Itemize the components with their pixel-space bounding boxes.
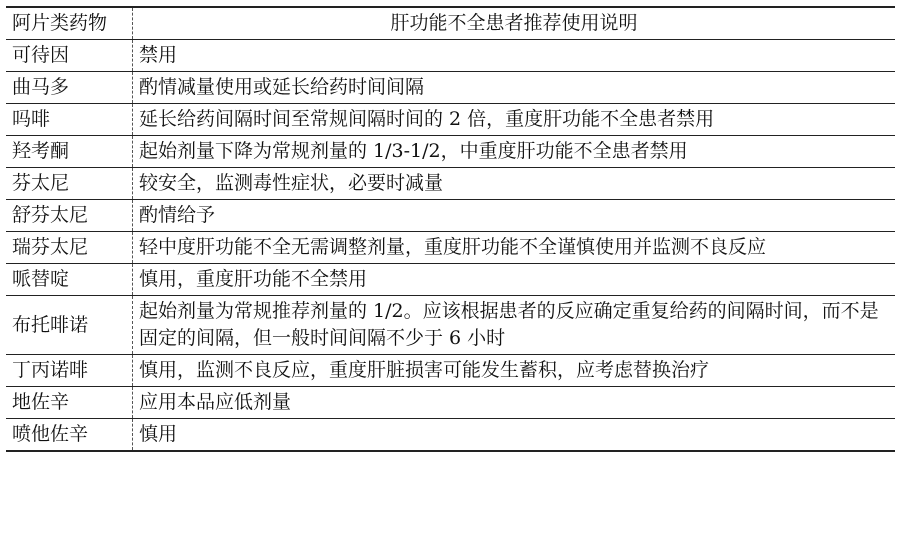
table-row bbox=[6, 264, 895, 296]
drug-cell: 可待因 bbox=[6, 40, 133, 72]
recommendation-cell: 酌情给予 bbox=[133, 200, 896, 232]
table-row bbox=[6, 168, 895, 200]
table-row bbox=[6, 355, 895, 387]
drug-cell: 丁丙诺啡 bbox=[6, 355, 133, 387]
header-drug: 阿片类药物 bbox=[6, 7, 133, 40]
table-row bbox=[6, 72, 895, 104]
drug-cell: 瑞芬太尼 bbox=[6, 232, 133, 264]
table-row bbox=[6, 40, 895, 72]
drug-cell: 芬太尼 bbox=[6, 168, 133, 200]
recommendation-cell: 延长给药间隔时间至常规间隔时间的 2 倍，重度肝功能不全患者禁用 bbox=[133, 104, 896, 136]
drug-cell: 哌替啶 bbox=[6, 264, 133, 296]
drug-cell: 地佐辛 bbox=[6, 387, 133, 419]
table-container bbox=[6, 6, 895, 452]
table-row bbox=[6, 419, 895, 452]
table-row bbox=[6, 232, 895, 264]
opioid-liver-table bbox=[6, 6, 895, 452]
recommendation-cell: 慎用，监测不良反应，重度肝脏损害可能发生蓄积，应考虑替换治疗 bbox=[133, 355, 896, 387]
drug-cell: 舒芬太尼 bbox=[6, 200, 133, 232]
table-row bbox=[6, 136, 895, 168]
header-recommendation: 肝功能不全患者推荐使用说明 bbox=[133, 7, 896, 40]
recommendation-cell: 轻中度肝功能不全无需调整剂量，重度肝功能不全谨慎使用并监测不良反应 bbox=[133, 232, 896, 264]
drug-cell: 布托啡诺 bbox=[6, 296, 133, 355]
recommendation-cell: 酌情减量使用或延长给药时间间隔 bbox=[133, 72, 896, 104]
recommendation-cell: 起始剂量为常规推荐剂量的 1/2。应该根据患者的反应确定重复给药的间隔时间，而不是固定的间隔，但一般时间间隔不少于 6 小时 bbox=[133, 296, 896, 355]
recommendation-cell: 应用本品应低剂量 bbox=[133, 387, 896, 419]
recommendation-cell: 慎用 bbox=[133, 419, 896, 452]
recommendation-cell: 起始剂量下降为常规剂量的 1/3-1/2，中重度肝功能不全患者禁用 bbox=[133, 136, 896, 168]
table-row bbox=[6, 296, 895, 355]
drug-cell: 喷他佐辛 bbox=[6, 419, 133, 452]
recommendation-cell: 较安全，监测毒性症状，必要时减量 bbox=[133, 168, 896, 200]
drug-cell: 曲马多 bbox=[6, 72, 133, 104]
header-row bbox=[6, 7, 895, 40]
table-row bbox=[6, 104, 895, 136]
recommendation-cell: 慎用，重度肝功能不全禁用 bbox=[133, 264, 896, 296]
drug-cell: 羟考酮 bbox=[6, 136, 133, 168]
recommendation-cell: 禁用 bbox=[133, 40, 896, 72]
table-row bbox=[6, 387, 895, 419]
drug-cell: 吗啡 bbox=[6, 104, 133, 136]
table-row bbox=[6, 200, 895, 232]
